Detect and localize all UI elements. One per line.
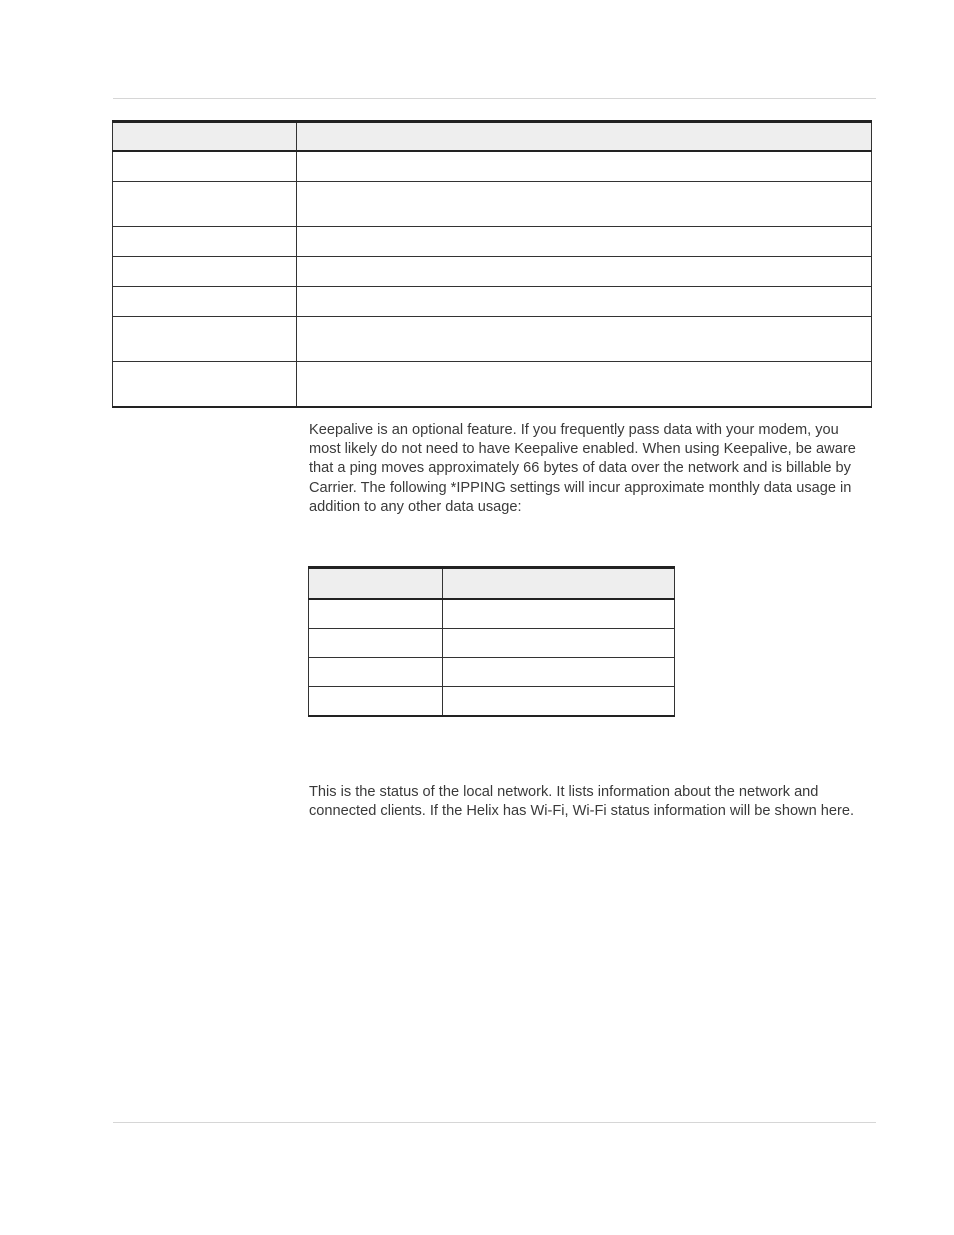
table-cell (443, 687, 675, 717)
table-row (309, 687, 675, 717)
table-cell (297, 182, 872, 227)
table-header-row (113, 122, 872, 152)
ipping-data-usage-table (308, 566, 675, 717)
table-cell (297, 362, 872, 408)
table-cell (297, 257, 872, 287)
table-cell (113, 362, 297, 408)
table-cell (297, 227, 872, 257)
table-cell (297, 287, 872, 317)
table-header-cell (113, 122, 297, 152)
table-cell (443, 599, 675, 629)
table-cell (113, 151, 297, 182)
table-cell (113, 257, 297, 287)
table-cell (309, 629, 443, 658)
table-cell (113, 287, 297, 317)
table-row (309, 599, 675, 629)
table-header-cell (297, 122, 872, 152)
table-row (113, 227, 872, 257)
table-cell (297, 151, 872, 182)
parameters-table (112, 120, 872, 408)
table-cell (113, 317, 297, 362)
table-row (113, 287, 872, 317)
table-cell (443, 629, 675, 658)
table-cell (113, 182, 297, 227)
table-row (309, 658, 675, 687)
table-cell (309, 687, 443, 717)
table-row (113, 151, 872, 182)
table-cell (309, 599, 443, 629)
table-cell (309, 658, 443, 687)
table-row (113, 317, 872, 362)
table-row (113, 362, 872, 408)
keepalive-paragraph: Keepalive is an optional feature. If you frequently pass data with your modem, you most likely do not need to have Keepalive enabled. When using Keepalive, be aware that a ping moves approximately 66 bytes of data over the network and is billable by Carrier. The following *IPPING settings will incur approximate monthly data usage in addition to any other data usage: (309, 422, 856, 515)
table-cell (113, 227, 297, 257)
table-row (113, 257, 872, 287)
table-row (309, 629, 675, 658)
table-cell (443, 658, 675, 687)
table-header-cell (443, 568, 675, 600)
lan-status-paragraph: This is the status of the local network. It lists information about the network and connected clients. If the Helix has Wi-Fi, Wi-Fi status information will be shown here. (309, 784, 855, 820)
table-header-cell (309, 568, 443, 600)
table-cell (297, 317, 872, 362)
table-header-row (309, 568, 675, 600)
footer-rule (113, 1122, 876, 1123)
table-row (113, 182, 872, 227)
header-rule (113, 98, 876, 99)
